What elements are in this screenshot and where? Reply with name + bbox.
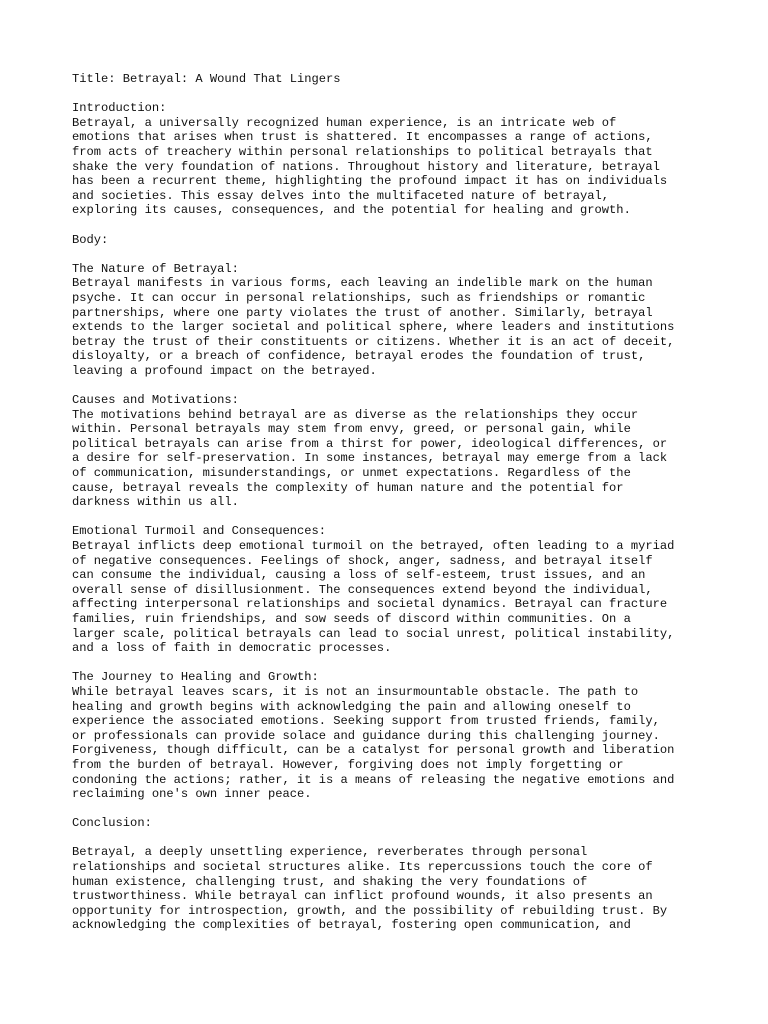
section-0	[72, 101, 712, 218]
section-heading: Emotional Turmoil and Consequences:	[72, 524, 327, 539]
paragraph-line: emotions that arises when trust is shattered. It encompasses a range of actions,	[72, 130, 653, 145]
paragraph-line: Betrayal, a deeply unsettling experience, reverberates through personal	[72, 845, 588, 860]
section-heading: Body:	[72, 232, 109, 247]
document-page	[72, 72, 712, 948]
paragraph-line: leaving a profound impact on the betrayed.	[72, 363, 377, 378]
paragraph-line: within. Personal betrayals may stem from envy, greed, or personal gain, while	[72, 422, 631, 437]
paragraph-line: of communication, misunderstandings, or unmet expectations. Regardless of the	[72, 466, 631, 481]
paragraph-line: a desire for self-preservation. In some instances, betrayal may emerge from a lack	[72, 451, 668, 466]
paragraph-line: exploring its causes, consequences, and the potential for healing and growth.	[72, 203, 631, 218]
section-3	[72, 393, 712, 510]
paragraph-line: darkness within us all.	[72, 495, 239, 510]
paragraph-line: acknowledging the complexities of betrayal, fostering open communication, and	[72, 918, 631, 933]
paragraph-line: condoning the actions; rather, it is a means of releasing the negative emotions and	[72, 772, 675, 787]
document-title: Title: Betrayal: A Wound That Lingers	[72, 72, 341, 86]
paragraph-line: Betrayal manifests in various forms, each leaving an indelible mark on the human	[72, 276, 653, 291]
paragraph-line: partnerships, where one party violates the trust of another. Similarly, betrayal	[72, 305, 653, 320]
section-6	[72, 816, 712, 831]
paragraph-line: families, ruin friendships, and sow seeds of discord within communities. On a	[72, 611, 631, 626]
paragraph-line: trustworthiness. While betrayal can inflict profound wounds, it also presents an	[72, 889, 653, 904]
paragraph-line: and a loss of faith in democratic processes.	[72, 641, 392, 656]
paragraph-line: human existence, challenging trust, and shaking the very foundations of	[72, 874, 588, 889]
paragraph-line: While betrayal leaves scars, it is not an insurmountable obstacle. The path to	[72, 684, 639, 699]
paragraph-line: betray the trust of their constituents or citizens. Whether it is an act of deceit,	[72, 334, 675, 349]
section-7	[72, 845, 712, 933]
paragraph-line: overall sense of disillusionment. The consequences extend beyond the individual,	[72, 582, 653, 597]
paragraph-line: Betrayal, a universally recognized human experience, is an intricate web of	[72, 115, 617, 130]
section-2	[72, 262, 712, 379]
section-heading: Causes and Motivations:	[72, 393, 239, 408]
paragraph-line: can consume the individual, causing a loss of self-esteem, trust issues, and an	[72, 568, 646, 583]
paragraph-line: from acts of treachery within personal relationships to political betrayals that	[72, 144, 653, 159]
paragraph-line: political betrayals can arise from a thirst for power, ideological differences, or	[72, 436, 668, 451]
section-heading: The Nature of Betrayal:	[72, 261, 239, 276]
paragraph-line: cause, betrayal reveals the complexity of human nature and the potential for	[72, 480, 624, 495]
paragraph-line: healing and growth begins with acknowledging the pain and allowing oneself to	[72, 699, 631, 714]
paragraph-line: experience the associated emotions. Seeking support from trusted friends, family,	[72, 714, 660, 729]
paragraph-line: relationships and societal structures alike. Its repercussions touch the core of	[72, 860, 653, 875]
paragraph-line: or professionals can provide solace and guidance during this challenging journey.	[72, 728, 660, 743]
paragraph-line: affecting interpersonal relationships and societal dynamics. Betrayal can fracture	[72, 597, 668, 612]
document-sections	[72, 101, 712, 933]
paragraph-line: larger scale, political betrayals can lead to social unrest, political instability,	[72, 626, 675, 641]
paragraph-line: disloyalty, or a breach of confidence, betrayal erodes the foundation of trust,	[72, 349, 646, 364]
paragraph-line: shake the very foundation of nations. Throughout history and literature, betrayal	[72, 159, 660, 174]
paragraph-line: extends to the larger societal and political sphere, where leaders and institutions	[72, 320, 675, 335]
paragraph-line: Betrayal inflicts deep emotional turmoil on the betrayed, often leading to a myriad	[72, 539, 675, 553]
paragraph-line: The motivations behind betrayal are as diverse as the relationships they occur	[72, 407, 639, 422]
paragraph-line: and societies. This essay delves into the multifaceted nature of betrayal,	[72, 188, 610, 203]
paragraph-line: has been a recurrent theme, highlighting the profound impact it has on individuals	[72, 174, 668, 189]
section-5	[72, 670, 712, 801]
section-1	[72, 233, 712, 248]
section-4	[72, 524, 712, 655]
paragraph-line: reclaiming one's own inner peace.	[72, 787, 312, 802]
paragraph-line: of negative consequences. Feelings of shock, anger, sadness, and betrayal itself	[72, 553, 653, 568]
paragraph-line: from the burden of betrayal. However, forgiving does not imply forgetting or	[72, 757, 624, 772]
document-title-block	[72, 72, 712, 87]
paragraph-line: psyche. It can occur in personal relationships, such as friendships or romantic	[72, 290, 646, 305]
section-heading: Conclusion:	[72, 816, 152, 831]
section-heading: The Journey to Healing and Growth:	[72, 670, 319, 685]
paragraph-line: opportunity for introspection, growth, and the possibility of rebuilding trust. By	[72, 903, 668, 918]
paragraph-line: Forgiveness, though difficult, can be a catalyst for personal growth and liberation	[72, 743, 675, 758]
section-heading: Introduction:	[72, 101, 167, 116]
